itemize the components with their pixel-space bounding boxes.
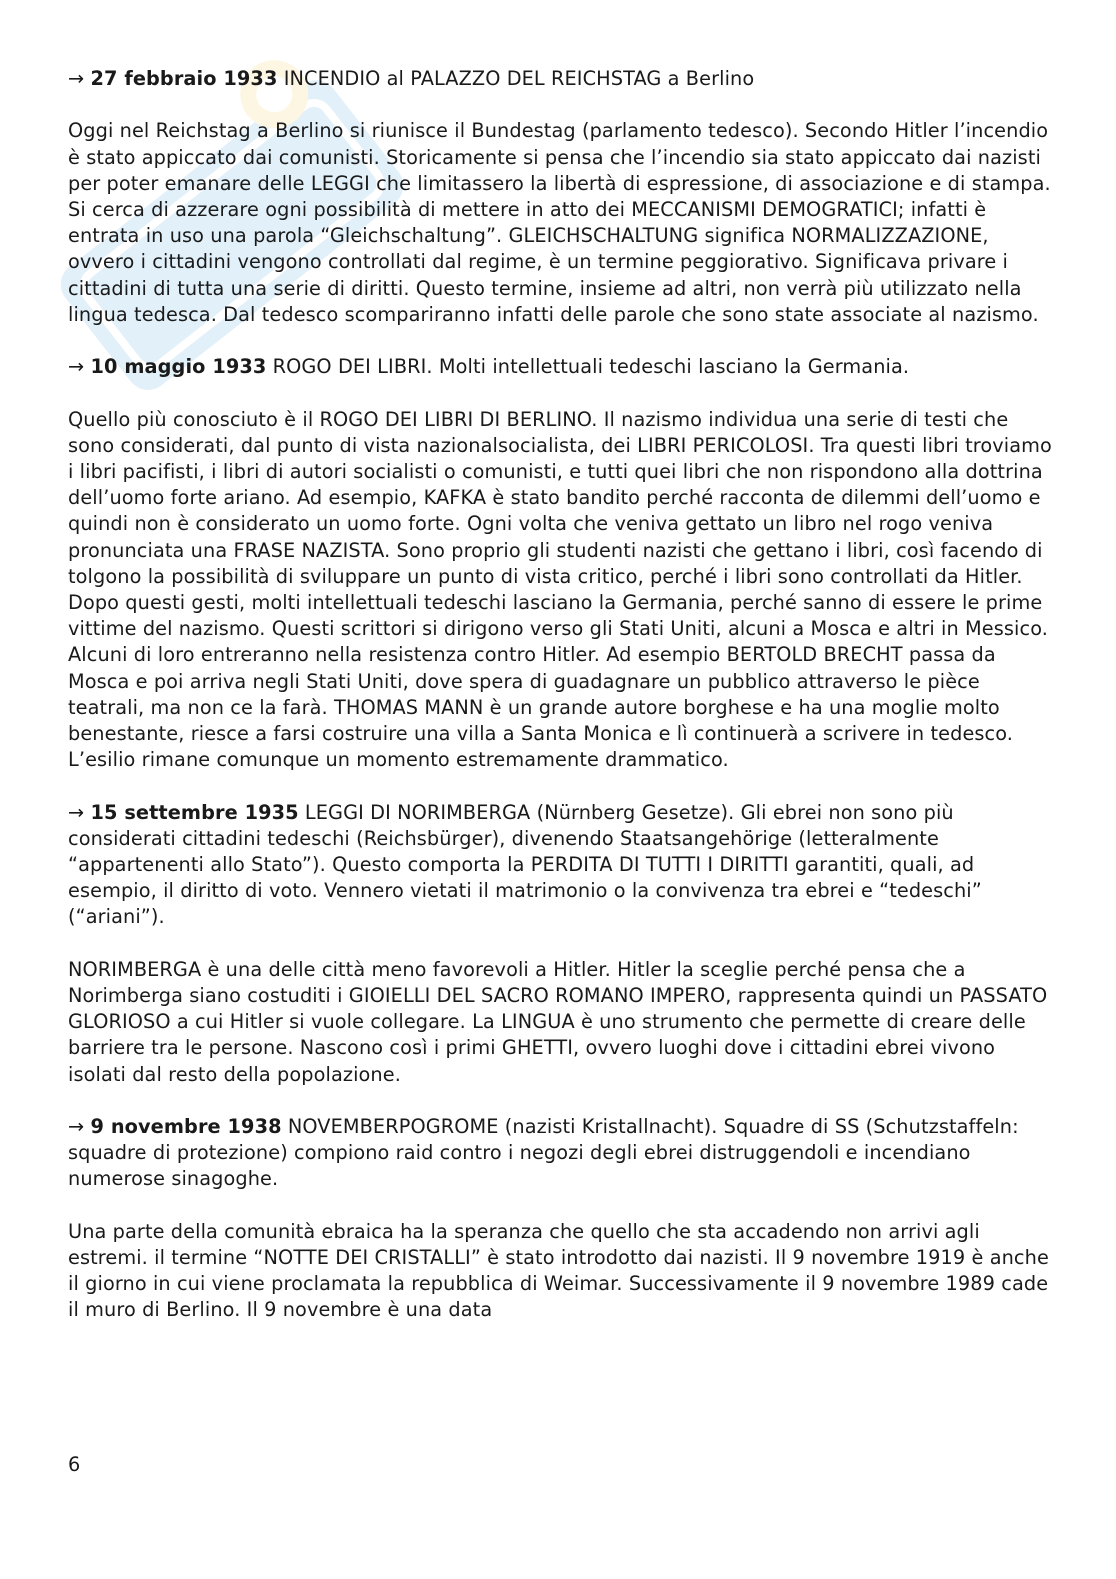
heading-text: INCENDIO al PALAZZO DEL REICHSTAG a Berlino — [277, 67, 755, 90]
page-number: 6 — [68, 1453, 81, 1476]
section-body-4: Una parte della comunità ebraica ha la speranza che quello che sta accadendo non arrivi agli estremi. il termine “NOTTE DEI CRISTALLI” è stato introdotto dai nazisti. Il 9 novembre 1919 è anche il giorno in cui viene proclamata la repubblica di Weimar. Successivamente il 9 novembre 1989 cade il muro di Berlino. Il 9 novembre è una data — [68, 1219, 1049, 1322]
heading-text: LEGGI DI NORIMBERGA (Nürnberg Gesetze). Gli ebrei non sono più considerati cittadini tedeschi (Reichsbürger), divenendo Staatsangehörige (letteralmente “appartenenti allo Stato”). Questo comporta la PERDITA DI TUTTI I DIRITTI garantiti, quali, ad esempio, il diritto di voto. Vennero vietati il matrimonio o la convivenza tra ebrei e “tedeschi” (“ariani”). — [68, 800, 982, 929]
section-heading-4 — [68, 1114, 1058, 1193]
heading-date: 9 novembre 1938 — [90, 1115, 282, 1139]
section-body-3: NORIMBERGA è una delle città meno favorevoli a Hitler. Hitler la sceglie perché pensa che a Norimberga siano costuditi i GIOIELLI DEL SACRO ROMANO IMPERO, rappresenta quindi un PASSATO GLORIOSO a cui Hitler si vuole collegare. La LINGUA è uno strumento che permette di creare delle barriere tra le persone. Nascono così i primi GHETTI, ovvero luoghi dove i cittadini ebrei vivono isolati dal resto della popolazione. — [68, 957, 1048, 1086]
heading-text: NOVEMBERPOGROME (nazisti Kristallnacht). Squadre di SS (Schutzstaffeln: squadre di protezione) compiono raid contro i negozi degli ebrei distruggendoli e incendiano numerose sinagoghe. — [68, 1115, 1019, 1191]
section-body-1: Oggi nel Reichstag a Berlino si riunisce il Bundestag (parlamento tedesco). Secondo Hitler l’incendio è stato appiccato dai comunisti. Storicamente si pensa che l’incendio sia stato appiccato dai nazisti per poter emanare delle LEGGI che limitassero la libertà di espressione, di associazione e di stampa. Si cerca di azzerare ogni possibilità di mettere in atto dei MECCANISMI DEMOGRATICI; infatti è entrata in uso una parola “Gleichschaltung”. GLEICHSCHALTUNG significa NORMALIZZAZIONE, ovvero i cittadini vengono controllati dal regime, è un termine peggiorativo. Significava privare i cittadini di tutta una serie di diritti. Questo termine, insieme ad altri, non verrà più utilizzato nella lingua tedesca. Dal tedesco scompariranno infatti delle parole che sono state associate al nazismo. — [68, 119, 1051, 326]
arrow-icon: → — [68, 1115, 91, 1139]
arrow-icon: → — [68, 800, 91, 824]
heading-date: 15 settembre 1935 — [90, 800, 299, 824]
section-body-2: Quello più conosciuto è il ROGO DEI LIBRI DI BERLINO. Il nazismo individua una serie di testi che sono considerati, dal punto di vista nazionalsocialista, dei LIBRI PERICOLOSI. Tra questi libri troviamo i libri pacifisti, i libri di autori socialisti o comunisti, e tutti quei libri che non rispondono alla dottrina dell’uomo forte ariano. Ad esempio, KAFKA è stato bandito perché racconta de dilemmi dell’uomo e quindi non è considerato un uomo forte. Ogni volta che veniva gettato un libro nel rogo veniva pronunciata una FRASE NAZISTA. Sono proprio gli studenti nazisti che gettano i libri, così facendo di tolgono la possibilità di sviluppare un punto di vista critico, perché i libri sono controllati da Hitler. Dopo questi gesti, molti intellettuali tedeschi lasciano la Germania, perché sanno di essere le prime vittime del nazismo. Questi scrittori si dirigono verso gli Stati Uniti, alcuni a Mosca e altri in Messico. Alcuni di loro entreranno nella resistenza contro Hitler. Ad esempio BERTOLD BRECHT passa da Mosca e poi arriva negli Stati Uniti, dove spera di guadagnare un pubblico attraverso le pièce teatrali, ma non ce la farà. THOMAS MANN è un grande autore borghese e ha una moglie molto benestante, riesce a farsi costruire una villa a Santa Monica e lì continuerà a scrivere in tedesco. L’esilio rimane comunque un momento estremamente drammatico. — [68, 407, 1052, 772]
section-heading-3 — [68, 800, 1058, 931]
arrow-icon: → — [68, 355, 91, 379]
section-heading-1 — [68, 66, 1058, 92]
section-heading-2 — [68, 354, 1058, 380]
heading-text: ROGO DEI LIBRI. Molti intellettuali tedeschi lasciano la Germania. — [266, 355, 910, 379]
arrow-icon: → — [68, 67, 91, 90]
document-body — [68, 66, 1058, 1350]
heading-date: 27 febbraio 1933 — [90, 67, 278, 90]
heading-date: 10 maggio 1933 — [90, 355, 267, 379]
